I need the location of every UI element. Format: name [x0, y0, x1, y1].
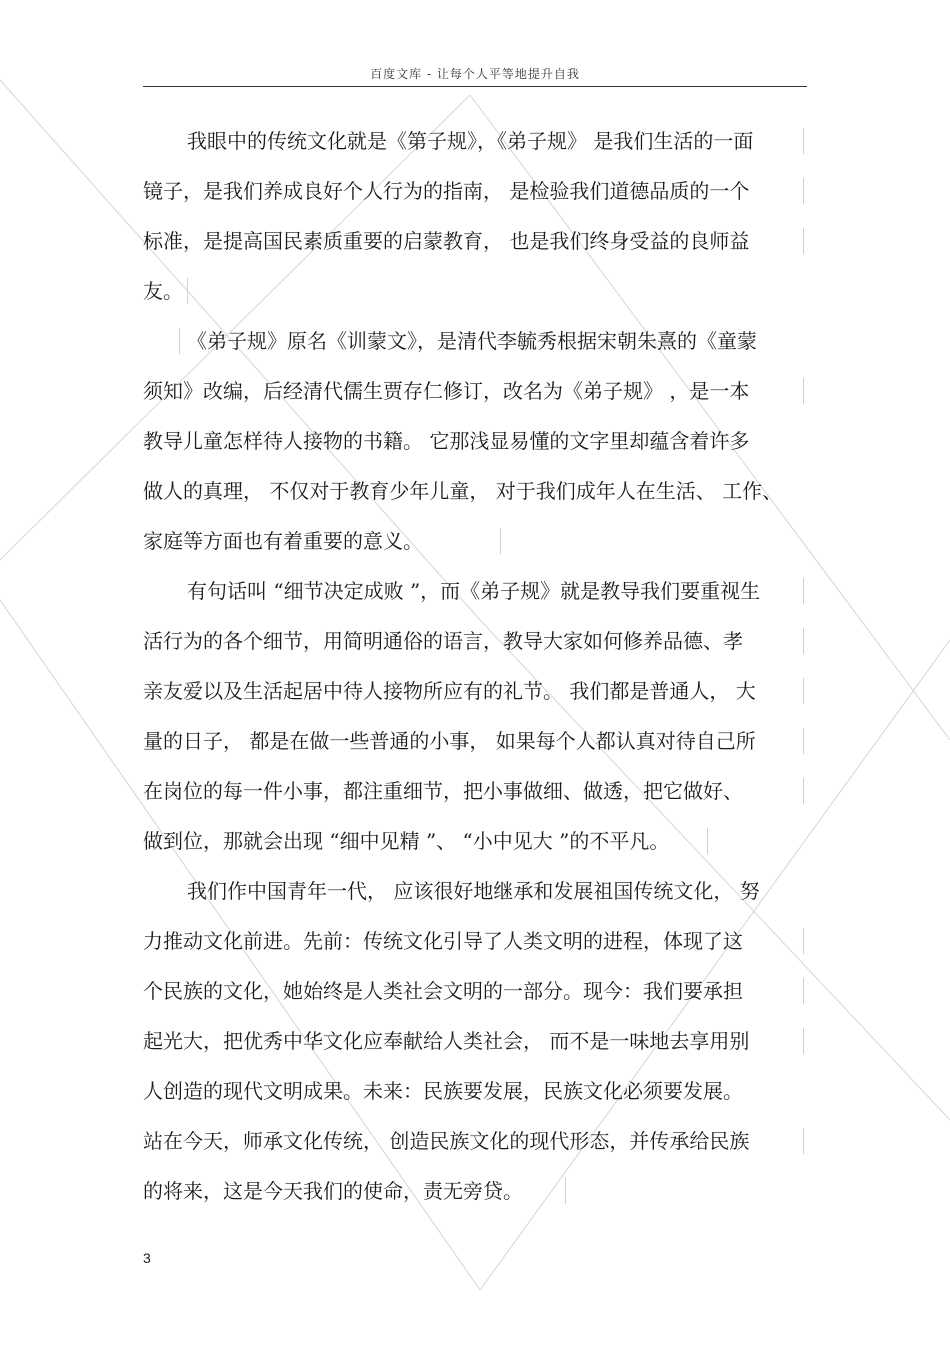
line-text: 做人的真理， 不仅对于教育少年儿童， 对于我们成年人在生活、 工作、	[143, 479, 783, 503]
text-line	[143, 1066, 807, 1116]
text-line	[143, 1016, 807, 1066]
line-marker	[500, 528, 501, 554]
line-text: 我们作中国青年一代， 应该很好地继承和发展祖国传统文化， 努	[187, 879, 760, 903]
text-line	[143, 416, 807, 466]
line-marker	[707, 828, 708, 854]
line-text: 教导儿童怎样待人接物的书籍。 它那浅显易懂的文字里却蕴含着许多	[143, 429, 750, 453]
text-line	[143, 316, 807, 366]
line-text: 人创造的现代文明成果。未来：民族要发展，民族文化必须要发展。	[143, 1079, 743, 1103]
line-marker	[803, 128, 804, 154]
line-text: 亲友爱以及生活起居中待人接物所应有的礼节。 我们都是普通人， 大	[143, 679, 756, 703]
line-marker	[803, 378, 804, 404]
paragraph-4	[143, 866, 807, 1216]
text-line	[143, 366, 807, 416]
text-line	[143, 966, 807, 1016]
text-line	[143, 216, 807, 266]
text-line	[143, 766, 807, 816]
page-header: 百度文库 - 让每个人平等地提升自我	[370, 67, 580, 81]
line-text: 《弟子规》原名《训蒙文》，是清代李毓秀根据宋朝朱熹的《童蒙	[187, 329, 757, 353]
line-text: 的将来，这是今天我们的使命，责无旁贷。	[143, 1179, 523, 1203]
line-text: 我眼中的传统文化就是《第子规》，《弟子规》 是我们生活的一面	[187, 129, 754, 153]
line-text: 个民族的文化，她始终是人类社会文明的一部分。现今：我们要承担	[143, 979, 743, 1003]
line-text: 须知》改编，后经清代儒生贾存仁修订，改名为《弟子规》 ，是一本	[143, 379, 750, 403]
line-text: 家庭等方面也有着重要的意义。	[143, 529, 423, 553]
line-marker	[565, 1178, 566, 1204]
line-marker	[803, 778, 804, 804]
header-divider	[143, 86, 807, 87]
paragraph-2	[143, 316, 807, 566]
line-text: 做到位，那就会出现 “细中见精 ”、 “小中见大 ”的不平凡。	[143, 829, 670, 853]
line-marker	[803, 1028, 804, 1054]
text-line	[143, 616, 807, 666]
paragraph-3	[143, 566, 807, 866]
line-text: 友。	[143, 279, 183, 303]
text-line	[143, 1166, 807, 1216]
line-text: 起光大，把优秀中华文化应奉献给人类社会， 而不是一味地去享用别	[143, 1029, 750, 1053]
line-marker	[803, 628, 804, 654]
line-marker	[179, 328, 180, 354]
text-line	[143, 166, 807, 216]
line-text: 力推动文化前进。先前：传统文化引导了人类文明的进程，体现了这	[143, 929, 743, 953]
line-marker	[187, 278, 188, 304]
text-line	[143, 716, 807, 766]
text-line	[143, 516, 807, 566]
line-marker	[803, 228, 804, 254]
line-marker	[803, 1128, 804, 1154]
text-line	[143, 916, 807, 966]
line-marker	[803, 578, 804, 604]
line-text: 在岗位的每一件小事，都注重细节，把小事做细、做透，把它做好、	[143, 779, 743, 803]
text-line	[143, 116, 807, 166]
line-text: 量的日子， 都是在做一些普通的小事， 如果每个人都认真对待自己所	[143, 729, 756, 753]
line-marker	[803, 978, 804, 1004]
line-text: 活行为的各个细节，用简明通俗的语言，教导大家如何修养品德、孝	[143, 629, 743, 653]
line-marker	[803, 178, 804, 204]
text-line	[143, 866, 807, 916]
line-text: 站在今天，师承文化传统， 创造民族文化的现代形态，并传承给民族	[143, 1129, 750, 1153]
line-marker	[803, 928, 804, 954]
paragraph-1	[143, 116, 807, 316]
line-text: 标准，是提高国民素质重要的启蒙教育， 也是我们终身受益的良师益	[143, 229, 750, 253]
text-line	[143, 666, 807, 716]
text-line	[143, 816, 807, 866]
line-text: 镜子，是我们养成良好个人行为的指南， 是检验我们道德品质的一个	[143, 179, 750, 203]
text-line	[143, 1116, 807, 1166]
text-line	[143, 566, 807, 616]
line-text: 有句话叫 “细节决定成败 ”，而《弟子规》就是教导我们要重视生	[187, 579, 761, 603]
text-line	[143, 466, 807, 516]
line-marker	[803, 678, 804, 704]
text-line	[143, 266, 807, 316]
page-number: 3	[143, 1250, 151, 1266]
line-marker	[803, 728, 804, 754]
document-body	[143, 116, 807, 1216]
